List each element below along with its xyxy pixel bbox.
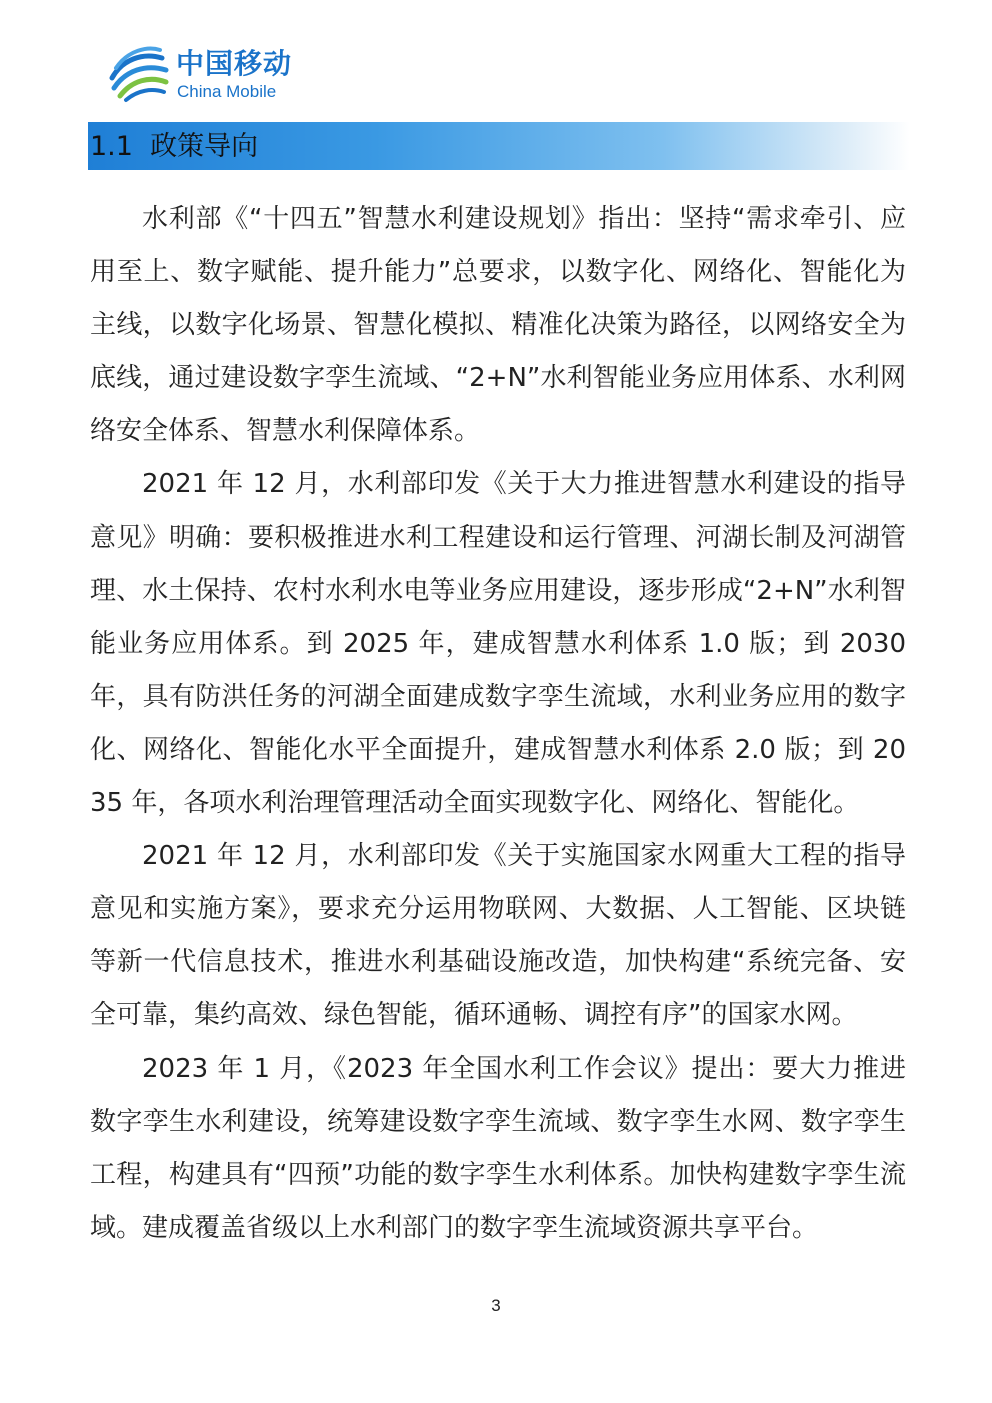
- page-number: 3: [491, 1296, 501, 1315]
- paragraph-water-network-2021: 2021 年 12 月，水利部印发《关于实施国家水网重大工程的指导意见和实施方案》，要求充分运用物联网、大数据、人工智能、区块链等新一代信息技术，推进水利基础设施改造，加快构建“系统完备、安全可靠，集约高效、绿色智能，循环通畅、调控有序”的国家水网。: [90, 841, 906, 1031]
- section-heading: [90, 130, 258, 164]
- logo-chinese-text: 中国移动: [176, 47, 293, 80]
- section-number: 1.1: [90, 131, 133, 162]
- china-mobile-logo: [108, 42, 308, 108]
- body-text: [90, 193, 906, 1255]
- section-title-text: 政策导向: [150, 131, 259, 162]
- paragraph-plan: 水利部《“十四五”智慧水利建设规划》指出：坚持“需求牵引、应用至上、数字赋能、提升能力”总要求，以数字化、网络化、智能化为主线，以数字化场景、智慧化模拟、精准化决策为路径，以网络安全为底线，通过建设数字孪生流域、“2+N”水利智能业务应用体系、水利网络安全体系、智慧水利保障体系。: [90, 204, 906, 447]
- paragraph-conference-2023: 2023 年 1 月，《2023 年全国水利工作会议》提出：要大力推进数字孪生水利建设，统筹建设数字孪生流域、数字孪生水网、数字孪生工程，构建具有“四预”功能的数字孪生水利体系。加快构建数字孪生流域。建成覆盖省级以上水利部门的数字孪生流域资源共享平台。: [90, 1053, 906, 1243]
- china-mobile-swirl-logo-icon: [108, 42, 170, 104]
- logo-english-text: China Mobile: [177, 82, 277, 101]
- paragraph-guidance-2021: 2021 年 12 月，水利部印发《关于大力推进智慧水利建设的指导意见》明确：要积极推进水利工程建设和运行管理、河湖长制及河湖管理、水土保持、农村水利水电等业务应用建设，逐步形成“2+N”水利智能业务应用体系。到 2025 年，建成智慧水利体系 1.0 版；到 2030 年，具有防洪任务的河湖全面建成数字孪生流域，水利业务应用的数字化、网络化、智能化水平全面提升，建成智慧水利体系 2.0 版；到 2035 年，各项水利治理管理活动全面实现数字化、网络化、智能化。: [90, 469, 906, 819]
